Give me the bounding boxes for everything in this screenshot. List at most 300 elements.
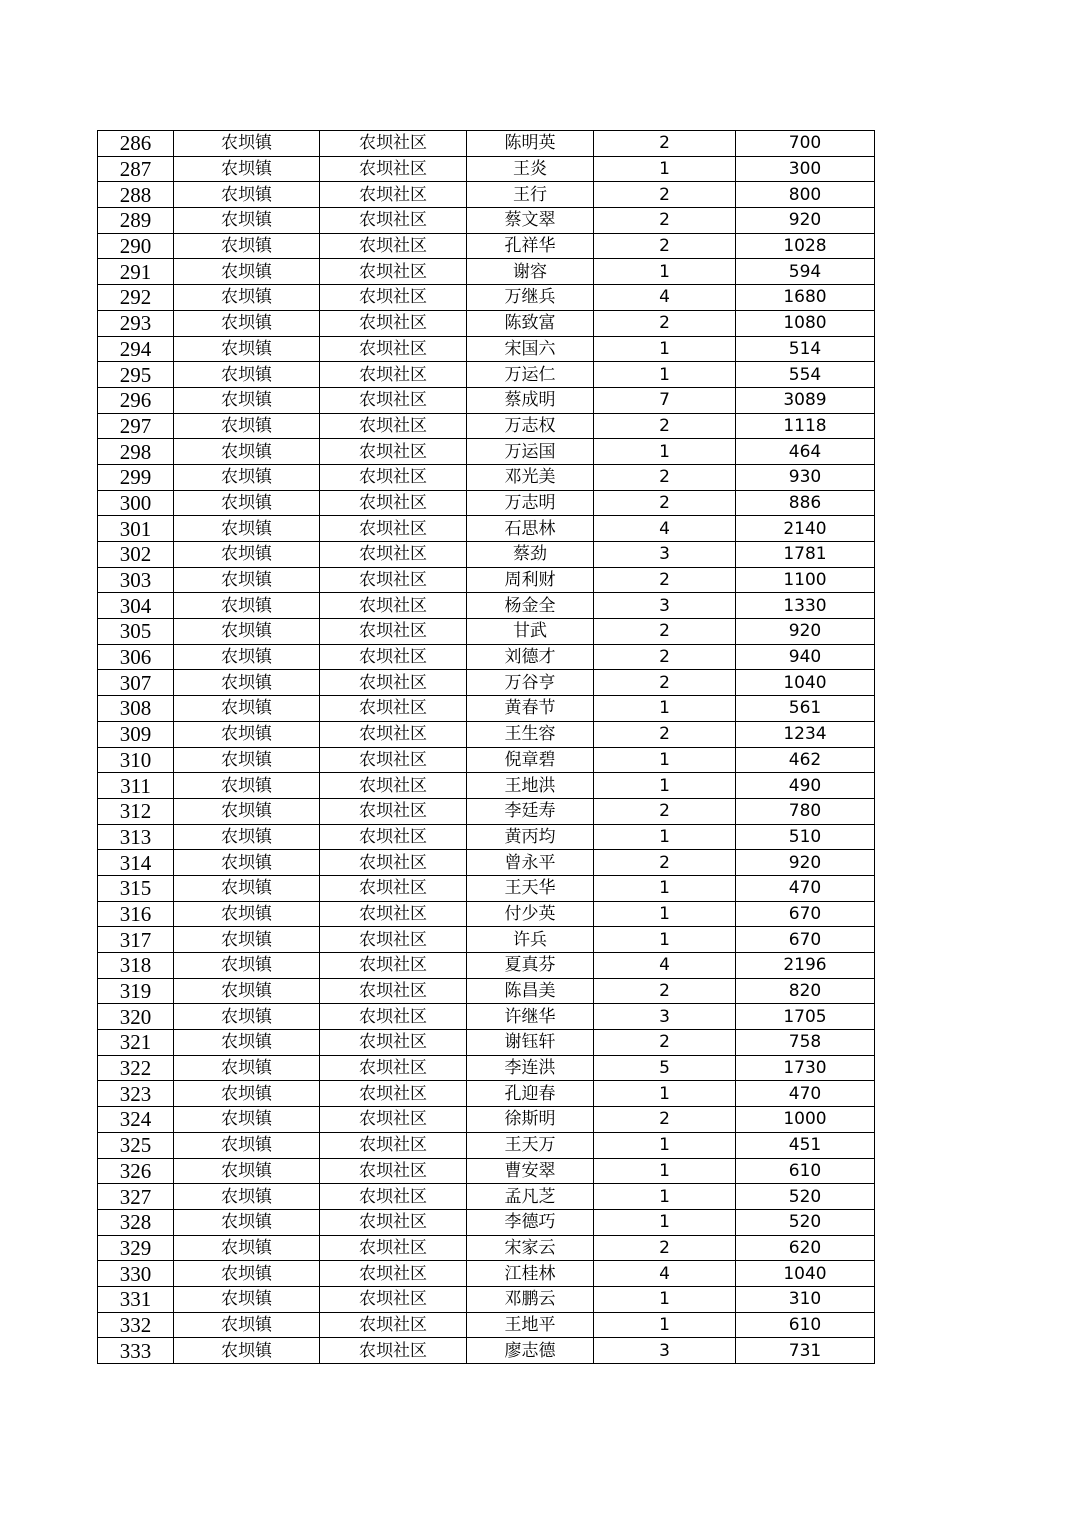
table-row — [98, 1004, 875, 1030]
town-cell: 农坝镇 — [174, 1286, 320, 1312]
town-cell: 农坝镇 — [174, 336, 320, 362]
person-name-cell: 邓鹏云 — [467, 1286, 594, 1312]
person-name-cell: 陈明英 — [467, 131, 594, 157]
table-row — [98, 1030, 875, 1056]
amount-cell: 514 — [736, 336, 875, 362]
person-name-cell: 李德巧 — [467, 1209, 594, 1235]
household-count-cell: 1 — [594, 1184, 736, 1210]
household-count-cell: 1 — [594, 156, 736, 182]
town-cell: 农坝镇 — [174, 1107, 320, 1133]
amount-cell: 610 — [736, 1312, 875, 1338]
household-count-cell: 2 — [594, 182, 736, 208]
community-cell: 农坝社区 — [320, 644, 467, 670]
household-count-cell: 1 — [594, 1081, 736, 1107]
person-name-cell: 甘武 — [467, 619, 594, 645]
household-count-cell: 1 — [594, 362, 736, 388]
person-name-cell: 万谷亨 — [467, 670, 594, 696]
table-row — [98, 927, 875, 953]
household-count-cell: 1 — [594, 773, 736, 799]
row-number-cell: 321 — [98, 1030, 174, 1056]
household-count-cell: 1 — [594, 927, 736, 953]
amount-cell: 1730 — [736, 1055, 875, 1081]
household-count-cell: 2 — [594, 978, 736, 1004]
community-cell: 农坝社区 — [320, 773, 467, 799]
row-number-cell: 293 — [98, 310, 174, 336]
person-name-cell: 徐斯明 — [467, 1107, 594, 1133]
town-cell: 农坝镇 — [174, 131, 320, 157]
household-count-cell: 2 — [594, 413, 736, 439]
household-count-cell: 1 — [594, 1312, 736, 1338]
table-row — [98, 875, 875, 901]
community-cell: 农坝社区 — [320, 490, 467, 516]
household-count-cell: 2 — [594, 233, 736, 259]
community-cell: 农坝社区 — [320, 978, 467, 1004]
amount-cell: 670 — [736, 927, 875, 953]
amount-cell: 1028 — [736, 233, 875, 259]
table-row — [98, 156, 875, 182]
amount-cell: 490 — [736, 773, 875, 799]
town-cell: 农坝镇 — [174, 567, 320, 593]
amount-cell: 930 — [736, 464, 875, 490]
row-number-cell: 318 — [98, 953, 174, 979]
person-name-cell: 宋国六 — [467, 336, 594, 362]
person-name-cell: 陈昌美 — [467, 978, 594, 1004]
household-count-cell: 2 — [594, 619, 736, 645]
row-number-cell: 319 — [98, 978, 174, 1004]
community-cell: 农坝社区 — [320, 310, 467, 336]
household-count-cell: 2 — [594, 490, 736, 516]
town-cell: 农坝镇 — [174, 1004, 320, 1030]
person-name-cell: 李连洪 — [467, 1055, 594, 1081]
row-number-cell: 331 — [98, 1286, 174, 1312]
town-cell: 农坝镇 — [174, 978, 320, 1004]
person-name-cell: 王天万 — [467, 1132, 594, 1158]
person-name-cell: 夏真芬 — [467, 953, 594, 979]
household-count-cell: 1 — [594, 259, 736, 285]
community-cell: 农坝社区 — [320, 875, 467, 901]
person-name-cell: 黄丙均 — [467, 824, 594, 850]
town-cell: 农坝镇 — [174, 1338, 320, 1364]
table-row — [98, 619, 875, 645]
household-count-cell: 1 — [594, 824, 736, 850]
table-row — [98, 131, 875, 157]
town-cell: 农坝镇 — [174, 1235, 320, 1261]
household-count-cell: 1 — [594, 875, 736, 901]
household-count-cell: 1 — [594, 1132, 736, 1158]
amount-cell: 780 — [736, 798, 875, 824]
household-count-cell: 3 — [594, 593, 736, 619]
community-cell: 农坝社区 — [320, 1132, 467, 1158]
community-cell: 农坝社区 — [320, 670, 467, 696]
table-row — [98, 208, 875, 234]
town-cell: 农坝镇 — [174, 516, 320, 542]
household-count-cell: 2 — [594, 1030, 736, 1056]
amount-cell: 620 — [736, 1235, 875, 1261]
person-name-cell: 蔡成明 — [467, 387, 594, 413]
table-row — [98, 978, 875, 1004]
community-cell: 农坝社区 — [320, 953, 467, 979]
community-cell: 农坝社区 — [320, 131, 467, 157]
town-cell: 农坝镇 — [174, 542, 320, 568]
row-number-cell: 295 — [98, 362, 174, 388]
person-name-cell: 周利财 — [467, 567, 594, 593]
town-cell: 农坝镇 — [174, 1055, 320, 1081]
row-number-cell: 307 — [98, 670, 174, 696]
town-cell: 农坝镇 — [174, 927, 320, 953]
household-count-cell: 7 — [594, 387, 736, 413]
town-cell: 农坝镇 — [174, 259, 320, 285]
town-cell: 农坝镇 — [174, 182, 320, 208]
row-number-cell: 300 — [98, 490, 174, 516]
person-name-cell: 宋家云 — [467, 1235, 594, 1261]
amount-cell: 731 — [736, 1338, 875, 1364]
town-cell: 农坝镇 — [174, 439, 320, 465]
row-number-cell: 326 — [98, 1158, 174, 1184]
community-cell: 农坝社区 — [320, 1158, 467, 1184]
amount-cell: 1781 — [736, 542, 875, 568]
amount-cell: 470 — [736, 875, 875, 901]
community-cell: 农坝社区 — [320, 1055, 467, 1081]
amount-cell: 510 — [736, 824, 875, 850]
row-number-cell: 292 — [98, 285, 174, 311]
household-count-cell: 1 — [594, 1158, 736, 1184]
row-number-cell: 314 — [98, 850, 174, 876]
community-cell: 农坝社区 — [320, 927, 467, 953]
person-name-cell: 杨金全 — [467, 593, 594, 619]
row-number-cell: 308 — [98, 696, 174, 722]
amount-cell: 1330 — [736, 593, 875, 619]
town-cell: 农坝镇 — [174, 747, 320, 773]
table-row — [98, 644, 875, 670]
row-number-cell: 317 — [98, 927, 174, 953]
amount-cell: 1100 — [736, 567, 875, 593]
community-cell: 农坝社区 — [320, 1107, 467, 1133]
amount-cell: 940 — [736, 644, 875, 670]
community-cell: 农坝社区 — [320, 542, 467, 568]
amount-cell: 920 — [736, 208, 875, 234]
community-cell: 农坝社区 — [320, 156, 467, 182]
household-count-cell: 2 — [594, 567, 736, 593]
amount-cell: 462 — [736, 747, 875, 773]
table-row — [98, 413, 875, 439]
community-cell: 农坝社区 — [320, 721, 467, 747]
household-count-cell: 1 — [594, 696, 736, 722]
town-cell: 农坝镇 — [174, 1209, 320, 1235]
row-number-cell: 286 — [98, 131, 174, 157]
table-row — [98, 824, 875, 850]
household-count-cell: 2 — [594, 1107, 736, 1133]
town-cell: 农坝镇 — [174, 1158, 320, 1184]
table-row — [98, 1209, 875, 1235]
amount-cell: 820 — [736, 978, 875, 1004]
town-cell: 农坝镇 — [174, 619, 320, 645]
household-count-cell: 2 — [594, 670, 736, 696]
table-row — [98, 1184, 875, 1210]
community-cell: 农坝社区 — [320, 798, 467, 824]
table-row — [98, 542, 875, 568]
table-row — [98, 1081, 875, 1107]
amount-cell: 670 — [736, 901, 875, 927]
town-cell: 农坝镇 — [174, 721, 320, 747]
community-cell: 农坝社区 — [320, 747, 467, 773]
community-cell: 农坝社区 — [320, 1261, 467, 1287]
row-number-cell: 316 — [98, 901, 174, 927]
town-cell: 农坝镇 — [174, 285, 320, 311]
amount-cell: 1705 — [736, 1004, 875, 1030]
amount-cell: 594 — [736, 259, 875, 285]
community-cell: 农坝社区 — [320, 464, 467, 490]
table-row — [98, 593, 875, 619]
row-number-cell: 287 — [98, 156, 174, 182]
person-name-cell: 江桂林 — [467, 1261, 594, 1287]
household-count-cell: 4 — [594, 516, 736, 542]
person-name-cell: 许兵 — [467, 927, 594, 953]
row-number-cell: 299 — [98, 464, 174, 490]
amount-cell: 470 — [736, 1081, 875, 1107]
community-cell: 农坝社区 — [320, 1209, 467, 1235]
town-cell: 农坝镇 — [174, 464, 320, 490]
row-number-cell: 333 — [98, 1338, 174, 1364]
person-name-cell: 许继华 — [467, 1004, 594, 1030]
amount-cell: 300 — [736, 156, 875, 182]
community-cell: 农坝社区 — [320, 1312, 467, 1338]
row-number-cell: 289 — [98, 208, 174, 234]
row-number-cell: 311 — [98, 773, 174, 799]
community-cell: 农坝社区 — [320, 593, 467, 619]
household-count-cell: 2 — [594, 1235, 736, 1261]
row-number-cell: 306 — [98, 644, 174, 670]
person-name-cell: 王地平 — [467, 1312, 594, 1338]
amount-cell: 1080 — [736, 310, 875, 336]
row-number-cell: 313 — [98, 824, 174, 850]
row-number-cell: 291 — [98, 259, 174, 285]
table-row — [98, 1312, 875, 1338]
household-count-cell: 3 — [594, 542, 736, 568]
person-name-cell: 蔡文翠 — [467, 208, 594, 234]
town-cell: 农坝镇 — [174, 1132, 320, 1158]
town-cell: 农坝镇 — [174, 644, 320, 670]
community-cell: 农坝社区 — [320, 439, 467, 465]
amount-cell: 310 — [736, 1286, 875, 1312]
person-name-cell: 蔡劲 — [467, 542, 594, 568]
amount-cell: 2196 — [736, 953, 875, 979]
person-name-cell: 曾永平 — [467, 850, 594, 876]
row-number-cell: 301 — [98, 516, 174, 542]
table-row — [98, 567, 875, 593]
community-cell: 农坝社区 — [320, 1235, 467, 1261]
town-cell: 农坝镇 — [174, 875, 320, 901]
household-count-cell: 2 — [594, 721, 736, 747]
person-name-cell: 王天华 — [467, 875, 594, 901]
person-name-cell: 石思林 — [467, 516, 594, 542]
row-number-cell: 327 — [98, 1184, 174, 1210]
table-row — [98, 336, 875, 362]
community-cell: 农坝社区 — [320, 619, 467, 645]
community-cell: 农坝社区 — [320, 567, 467, 593]
town-cell: 农坝镇 — [174, 387, 320, 413]
town-cell: 农坝镇 — [174, 1081, 320, 1107]
person-name-cell: 孟凡芝 — [467, 1184, 594, 1210]
row-number-cell: 312 — [98, 798, 174, 824]
amount-cell: 464 — [736, 439, 875, 465]
row-number-cell: 296 — [98, 387, 174, 413]
table-row — [98, 1338, 875, 1364]
row-number-cell: 302 — [98, 542, 174, 568]
person-name-cell: 谢钰轩 — [467, 1030, 594, 1056]
table-row — [98, 1055, 875, 1081]
amount-cell: 1234 — [736, 721, 875, 747]
row-number-cell: 303 — [98, 567, 174, 593]
table-row — [98, 1235, 875, 1261]
town-cell: 农坝镇 — [174, 362, 320, 388]
town-cell: 农坝镇 — [174, 490, 320, 516]
community-cell: 农坝社区 — [320, 1004, 467, 1030]
amount-cell: 1000 — [736, 1107, 875, 1133]
amount-cell: 2140 — [736, 516, 875, 542]
row-number-cell: 309 — [98, 721, 174, 747]
town-cell: 农坝镇 — [174, 1312, 320, 1338]
table-row — [98, 696, 875, 722]
row-number-cell: 298 — [98, 439, 174, 465]
household-count-cell: 3 — [594, 1004, 736, 1030]
row-number-cell: 315 — [98, 875, 174, 901]
household-count-cell: 2 — [594, 310, 736, 336]
person-name-cell: 万继兵 — [467, 285, 594, 311]
row-number-cell: 332 — [98, 1312, 174, 1338]
amount-cell: 610 — [736, 1158, 875, 1184]
town-cell: 农坝镇 — [174, 696, 320, 722]
person-name-cell: 刘德才 — [467, 644, 594, 670]
person-name-cell: 王行 — [467, 182, 594, 208]
table-row — [98, 721, 875, 747]
row-number-cell: 328 — [98, 1209, 174, 1235]
town-cell: 农坝镇 — [174, 953, 320, 979]
row-number-cell: 288 — [98, 182, 174, 208]
amount-cell: 1040 — [736, 1261, 875, 1287]
person-name-cell: 付少英 — [467, 901, 594, 927]
community-cell: 农坝社区 — [320, 387, 467, 413]
town-cell: 农坝镇 — [174, 670, 320, 696]
table-row — [98, 1132, 875, 1158]
household-count-cell: 2 — [594, 798, 736, 824]
table-row — [98, 1107, 875, 1133]
amount-cell: 886 — [736, 490, 875, 516]
town-cell: 农坝镇 — [174, 824, 320, 850]
person-name-cell: 孔祥华 — [467, 233, 594, 259]
community-cell: 农坝社区 — [320, 696, 467, 722]
row-number-cell: 330 — [98, 1261, 174, 1287]
person-name-cell: 万志权 — [467, 413, 594, 439]
person-name-cell: 廖志德 — [467, 1338, 594, 1364]
community-cell: 农坝社区 — [320, 1184, 467, 1210]
row-number-cell: 323 — [98, 1081, 174, 1107]
amount-cell: 700 — [736, 131, 875, 157]
roster-body — [98, 131, 875, 1364]
household-count-cell: 1 — [594, 1286, 736, 1312]
amount-cell: 1680 — [736, 285, 875, 311]
table-row — [98, 798, 875, 824]
community-cell: 农坝社区 — [320, 285, 467, 311]
amount-cell: 451 — [736, 1132, 875, 1158]
town-cell: 农坝镇 — [174, 413, 320, 439]
row-number-cell: 290 — [98, 233, 174, 259]
amount-cell: 561 — [736, 696, 875, 722]
amount-cell: 920 — [736, 619, 875, 645]
table-row — [98, 516, 875, 542]
row-number-cell: 310 — [98, 747, 174, 773]
table-row — [98, 773, 875, 799]
table-row — [98, 310, 875, 336]
amount-cell: 520 — [736, 1184, 875, 1210]
person-name-cell: 王地洪 — [467, 773, 594, 799]
community-cell: 农坝社区 — [320, 1081, 467, 1107]
town-cell: 农坝镇 — [174, 593, 320, 619]
town-cell: 农坝镇 — [174, 798, 320, 824]
town-cell: 农坝镇 — [174, 901, 320, 927]
household-count-cell: 1 — [594, 747, 736, 773]
table-row — [98, 490, 875, 516]
amount-cell: 1118 — [736, 413, 875, 439]
household-count-cell: 3 — [594, 1338, 736, 1364]
household-count-cell: 2 — [594, 850, 736, 876]
community-cell: 农坝社区 — [320, 516, 467, 542]
household-count-cell: 2 — [594, 131, 736, 157]
town-cell: 农坝镇 — [174, 850, 320, 876]
town-cell: 农坝镇 — [174, 1261, 320, 1287]
person-name-cell: 王炎 — [467, 156, 594, 182]
person-name-cell: 王生容 — [467, 721, 594, 747]
town-cell: 农坝镇 — [174, 1184, 320, 1210]
community-cell: 农坝社区 — [320, 413, 467, 439]
table-row — [98, 439, 875, 465]
household-count-cell: 1 — [594, 439, 736, 465]
table-row — [98, 953, 875, 979]
community-cell: 农坝社区 — [320, 901, 467, 927]
community-cell: 农坝社区 — [320, 1030, 467, 1056]
row-number-cell: 329 — [98, 1235, 174, 1261]
amount-cell: 920 — [736, 850, 875, 876]
town-cell: 农坝镇 — [174, 1030, 320, 1056]
household-count-cell: 1 — [594, 901, 736, 927]
amount-cell: 520 — [736, 1209, 875, 1235]
row-number-cell: 297 — [98, 413, 174, 439]
table-row — [98, 747, 875, 773]
row-number-cell: 322 — [98, 1055, 174, 1081]
table-row — [98, 1261, 875, 1287]
household-count-cell: 2 — [594, 644, 736, 670]
row-number-cell: 320 — [98, 1004, 174, 1030]
household-count-cell: 5 — [594, 1055, 736, 1081]
town-cell: 农坝镇 — [174, 773, 320, 799]
table-row — [98, 259, 875, 285]
person-name-cell: 万运国 — [467, 439, 594, 465]
person-name-cell: 曹安翠 — [467, 1158, 594, 1184]
community-cell: 农坝社区 — [320, 233, 467, 259]
table-row — [98, 1286, 875, 1312]
table-row — [98, 285, 875, 311]
table-row — [98, 901, 875, 927]
row-number-cell: 294 — [98, 336, 174, 362]
person-name-cell: 万运仁 — [467, 362, 594, 388]
household-count-cell: 4 — [594, 285, 736, 311]
roster-table — [97, 130, 875, 1364]
amount-cell: 758 — [736, 1030, 875, 1056]
person-name-cell: 黄春节 — [467, 696, 594, 722]
town-cell: 农坝镇 — [174, 156, 320, 182]
community-cell: 农坝社区 — [320, 850, 467, 876]
amount-cell: 554 — [736, 362, 875, 388]
household-count-cell: 4 — [594, 1261, 736, 1287]
